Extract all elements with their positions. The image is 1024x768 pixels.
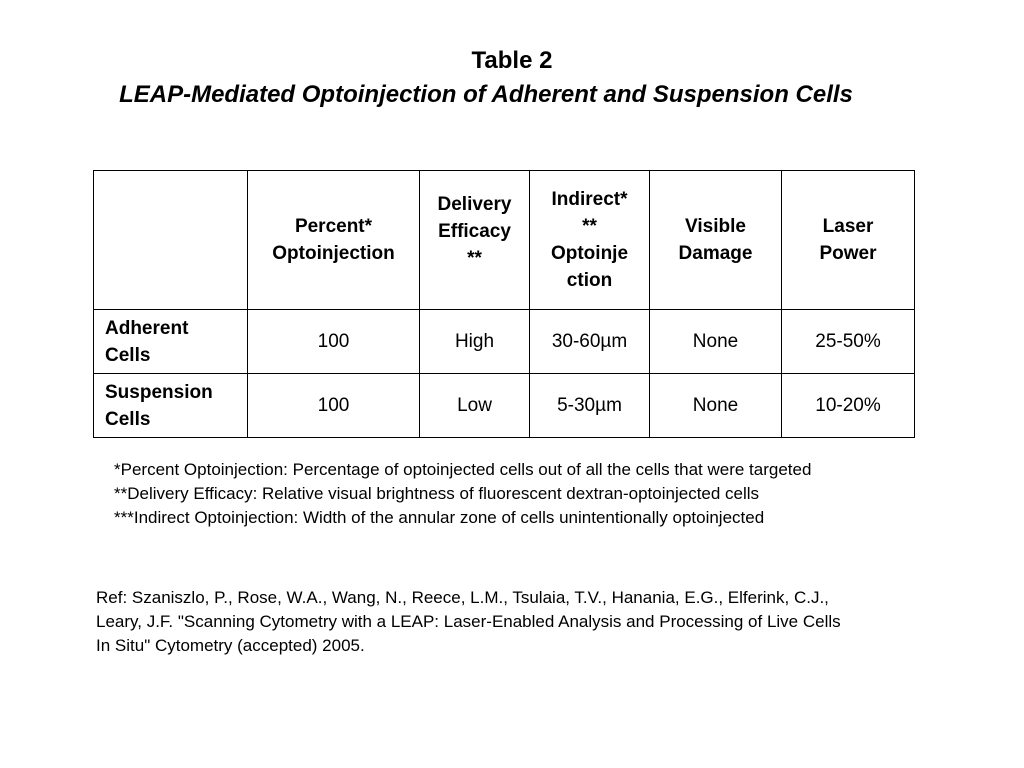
header-indirect-optoinjection — [530, 171, 650, 310]
table-row-adherent — [94, 310, 915, 374]
header-line: ction — [566, 270, 613, 291]
footnote-delivery: **Delivery Efficacy: Relative visual brightness of fluorescent dextran-optoinjected cells — [114, 484, 760, 503]
header-line: Laser — [822, 216, 874, 237]
header-line: Indirect* — [551, 189, 628, 210]
footnote-indirect: ***Indirect Optoinjection: Width of the annular zone of cells unintentionally optoinjected — [114, 508, 765, 527]
header-line: ** — [582, 216, 597, 237]
table-row-suspension — [94, 374, 915, 438]
header-cell-empty — [94, 171, 248, 310]
table-title: LEAP-Mediated Optoinjection of Adherent and Suspension Cells — [119, 81, 853, 108]
table-number: Table 2 — [471, 47, 553, 74]
footnote-percent: *Percent Optoinjection: Percentage of optoinjected cells out of all the cells that were targeted — [114, 460, 812, 479]
header-laser-power — [782, 171, 915, 310]
reference-line: Ref: Szaniszlo, P., Rose, W.A., Wang, N., Reece, L.M., Tsulaia, T.V., Hanania, E.G., Elferink, C.J., — [96, 588, 829, 607]
row-label-line: Suspension — [105, 381, 213, 403]
reference — [96, 586, 996, 658]
header-line: Percent* — [294, 216, 373, 237]
cell-damage: None — [650, 374, 782, 438]
header-visible-damage — [650, 171, 782, 310]
header-line: Visible — [685, 216, 746, 237]
cell-indirect: 5-30µm — [530, 374, 650, 438]
cell-damage: None — [650, 310, 782, 374]
cell-laser-power: 10-20% — [782, 374, 915, 438]
cell-indirect: 30-60µm — [530, 310, 650, 374]
header-delivery-efficacy — [420, 171, 530, 310]
header-percent-optoinjection — [248, 171, 420, 310]
row-label-adherent — [94, 310, 248, 374]
cell-efficacy: High — [420, 310, 530, 374]
header-line: Efficacy — [438, 221, 511, 242]
cell-laser-power: 25-50% — [782, 310, 915, 374]
row-label-line: Cells — [105, 408, 151, 430]
header-line: Optoinje — [550, 243, 629, 264]
cell-efficacy: Low — [420, 374, 530, 438]
data-table — [93, 170, 915, 438]
header-line: Delivery — [437, 194, 512, 215]
cell-percent: 100 — [248, 374, 420, 438]
header-line: Damage — [678, 243, 753, 264]
row-label-line: Cells — [105, 344, 151, 366]
header-line: ** — [467, 248, 482, 269]
row-label-line: Adherent — [105, 317, 189, 339]
header-line: Power — [819, 243, 877, 264]
cell-percent: 100 — [248, 310, 420, 374]
reference-line: In Situ" Cytometry (accepted) 2005. — [96, 636, 365, 655]
table-header-row — [94, 171, 915, 310]
row-label-suspension — [94, 374, 248, 438]
reference-line: Leary, J.F. "Scanning Cytometry with a LEAP: Laser-Enabled Analysis and Processing of Live Cells — [96, 612, 841, 631]
footnotes — [114, 458, 811, 530]
header-line: Optoinjection — [272, 243, 395, 264]
